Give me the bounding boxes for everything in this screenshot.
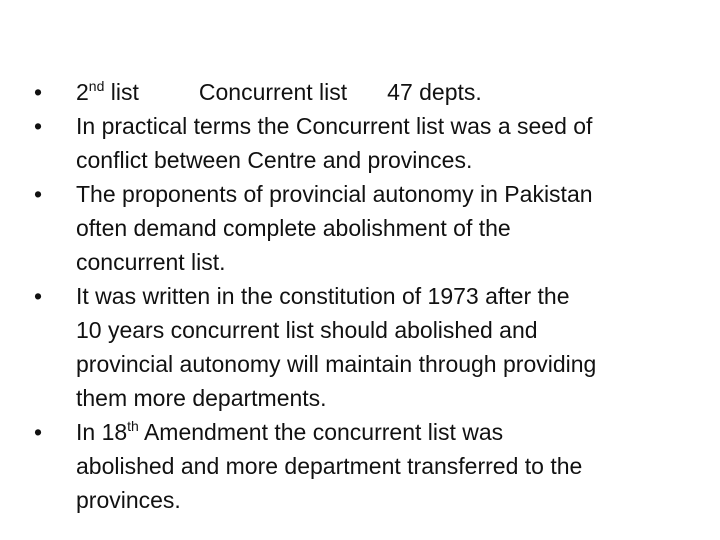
- ordinal-suffix: nd: [88, 78, 105, 94]
- bullet-line: them more departments.: [76, 385, 327, 411]
- amendment-prefix: In 18: [76, 419, 128, 445]
- ordinal-suffix: th: [127, 418, 139, 434]
- bullet-line: 10 years concurrent list should abolished and: [76, 317, 538, 343]
- bullet-line: It was written in the constitution of 1973 after the: [76, 283, 570, 309]
- bullet-line: conflict between Centre and provinces.: [76, 147, 473, 173]
- concurrent-list-label: Concurrent list: [198, 79, 348, 105]
- bullet-line: often demand complete abolishment of the: [76, 215, 511, 241]
- bullet-line: In practical terms the Concurrent list was a seed of: [76, 113, 593, 139]
- bullet-dot: •: [33, 283, 43, 309]
- bullet-line: provinces.: [76, 487, 181, 513]
- amendment-text: Amendment the concurrent list was: [138, 419, 504, 445]
- bullet-line: abolished and more department transferred to the: [76, 453, 583, 479]
- bullet-line: [76, 415, 708, 449]
- bullet-line: The proponents of provincial autonomy in Pakistan: [76, 181, 593, 207]
- depts-count: 47 depts.: [387, 79, 482, 105]
- bullet-dot: •: [33, 113, 43, 139]
- bullet-line: concurrent list.: [76, 249, 226, 275]
- bullet-item: [28, 279, 708, 415]
- bullet-line: provincial autonomy will maintain through providing: [76, 351, 597, 377]
- bullet-line: [76, 75, 708, 109]
- bullet-dot: •: [33, 79, 43, 105]
- bullet-item: [28, 177, 708, 279]
- bullet-list: [28, 75, 708, 517]
- list-number: 2: [76, 79, 89, 105]
- bullet-dot: •: [33, 419, 43, 445]
- bullet-item: [28, 75, 708, 109]
- bullet-item: [28, 415, 708, 517]
- list-word: list: [110, 79, 139, 105]
- bullet-item: [28, 109, 708, 177]
- bullet-dot: •: [33, 181, 43, 207]
